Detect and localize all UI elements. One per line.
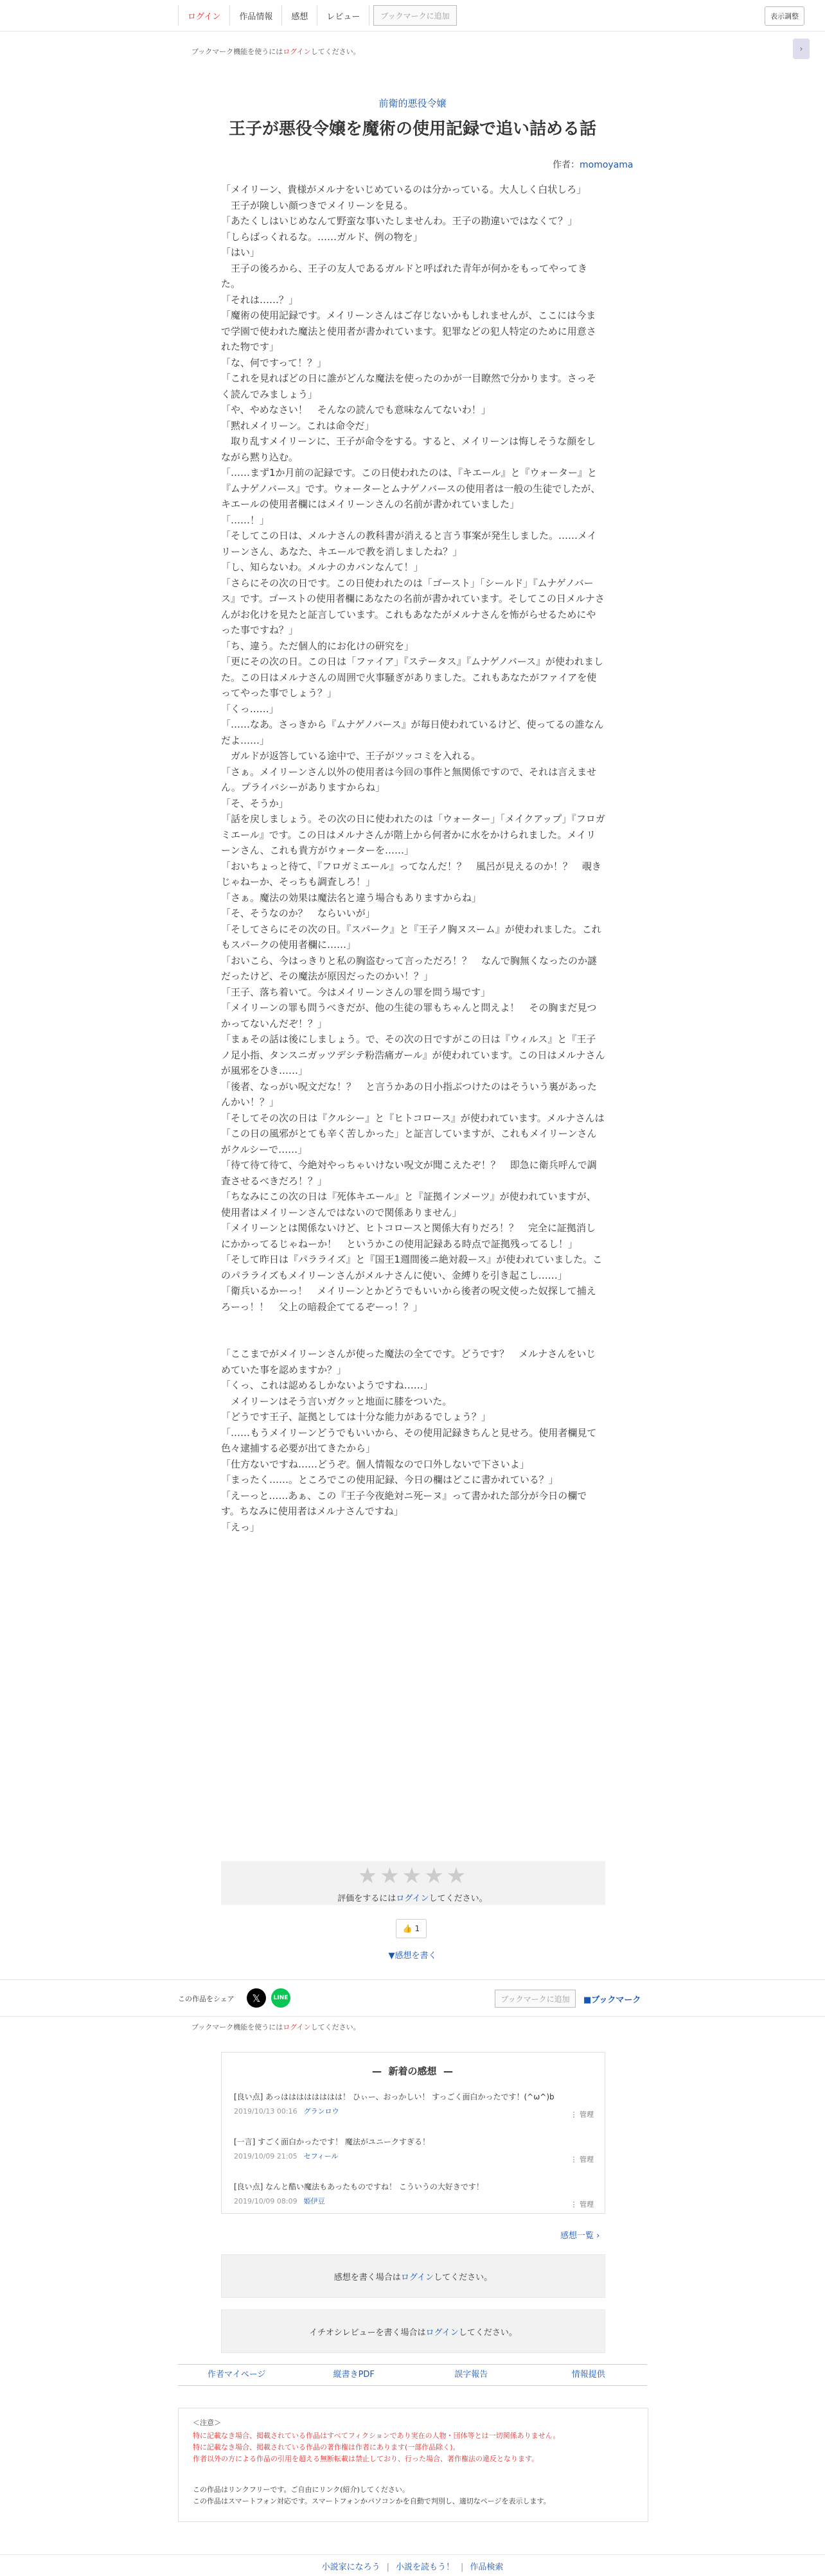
novel-line: 「まぁその話は後にしましょう。で、その次の日ですがこの日は『ウィルス』と『王子ノ足小指、タンスニガッツデシテ粉浩痛ガール』が使われています。この日はメルナさんが風邪をひき……」 <box>221 1033 605 1076</box>
like-button[interactable] <box>396 1919 427 1938</box>
impression-text: [良い点] なんと酷い魔法もあったものですね！ こういうの大好きです！ <box>234 2182 484 2191</box>
bookmark-login-link[interactable]: ログイン <box>283 48 311 56</box>
novel-line: 「ここまでがメイリーンさんが使った魔法の全てです。どうです？ メルナさんをいじめていた事を認めますか？」 <box>221 1348 596 1376</box>
bottom-nav: 小説家になろう | 小説を読もう！ | 作品検索 <box>0 2554 825 2576</box>
novel-line: 「……もうメイリーンどうでもいいから、その使用記録きちんと見せろ。使用者欄見て色々逮捕する必要が出てきたから」 <box>221 1426 597 1454</box>
rating-note-suffix: してください。 <box>429 1894 488 1904</box>
page-title: 王子が悪役令嬢を魔術の使用記録で追い詰める話 <box>228 119 596 139</box>
rating-login-link[interactable]: ログイン <box>396 1894 429 1904</box>
impression-date: 2019/10/13 00:16 <box>234 2107 297 2116</box>
novel-line: 「これを見ればどの日に誰がどんな魔法を使ったのかが一目瞭然で分かります。さっそく読んでみましょう」 <box>221 372 596 400</box>
novel-line: 「そしてその次の日は『クルシー』と『ヒトコロース』が使われています。メルナさんは「この日の風邪がとても辛く苦しかった」と証言していますが、これもメイリーンさんがクルシーで……」 <box>221 1112 605 1155</box>
login-box-suffix: してください。 <box>458 2327 517 2338</box>
novel-line: 「更にその次の日。この日は「ファイア」『ステータス』『ムナゲノバース』が使われました。この日はメルナさんの周囲で火事騒ぎがありました。これもあなたがファイアを使ってやった事でしょう？」 <box>221 656 604 699</box>
login-box-text: イチオシレビューを書く場合は <box>309 2327 426 2338</box>
novel-line: 「後者、なっがい呪文だな！？ と言うかあの日小指ぶつけたのはそういう裏があったんかい！？」 <box>221 1080 597 1108</box>
impression-text: [良い点] あっはははははははは！ ひぃー、おっかしい！ すっごく面白かったです！(^ω^)b <box>234 2092 554 2101</box>
work-search-link[interactable]: 作品検索 <box>470 2563 504 2572</box>
impressions-heading: — 新着の感想 — <box>372 2065 453 2077</box>
novel-line: 「さらにその次の日です。この日使われたのは「ゴースト」「シールド」『ムナゲノバース』です。ゴーストの使用者欄にあなたの名前が書かれています。そしてこの日メルナさんがお化けを見たと証言しています。これもあなたがメルナさんを怖がらせるためにやった事ですね？」 <box>221 577 605 636</box>
novel-line: 「王子、落ち着いて。今はメイリーンさんの罪を問う場です」 <box>221 986 491 998</box>
nav-bookmark-add-button[interactable]: ブックマークに追加 <box>373 5 456 26</box>
novel-line: 「えっ」 <box>221 1521 260 1533</box>
novel-line: 「メイリーンの罪も問うべきだが、他の生徒の罪もちゃんと問えよ！ その胸まだ見つかってないんだぞ！？」 <box>221 1002 597 1030</box>
impression-date: 2019/10/09 21:05 <box>234 2152 297 2160</box>
novel-line: 「メイリーン、貴様がメルナをいじめているのは分かっている。大人しく白状しろ」 <box>221 184 587 195</box>
bookmark-login-link[interactable]: ログイン <box>283 2023 311 2031</box>
novel-line: 「くっ……」 <box>221 703 279 715</box>
impression-manage-link[interactable]: ⋮ 管理 <box>570 2155 594 2164</box>
impressions-heading-text: 新着の感想 <box>388 2065 437 2077</box>
share-label: この作品をシェア <box>178 1995 235 2003</box>
notice-red-line: 特に記載なき場合、掲載されている作品はすべてフィクションであり実在の人物・団体等とは一切関係ありません。 <box>193 2431 560 2440</box>
novel-line: 「そして昨日は『パラライズ』と『国王1週間後ニ絶対殺ース』が使われていました。このパラライズもメイリーンさんがメルナさんに使い、金縛りを引き起こし……」 <box>221 1254 603 1281</box>
impression-text: [一言] すごく面白かったです！ 魔法がユニークすぎる！ <box>234 2137 430 2146</box>
novel-line: 「そ、そうなのか？ ならいいが」 <box>221 907 375 919</box>
share-bar <box>0 1979 825 2017</box>
bookmark-notice-text: ブックマーク機能を使うには <box>191 2023 283 2031</box>
novel-line: 「おいこら、今はっきりと私の胸盗むって言っただろ！？ なんで胸無くなったのか謎だったけど、その魔法が原因だったのかい！？」 <box>221 954 598 982</box>
write-impression-link[interactable]: ▼感想を書く <box>388 1951 437 1961</box>
bookmark-link[interactable]: ■ブックマーク <box>583 1995 641 2005</box>
novel-line: 「……なあ。さっきから『ムナゲノバース』が毎日使われているけど、使ってるの誰なんだよ……」 <box>221 719 604 746</box>
line-share-icon[interactable]: LINE <box>271 1988 290 2008</box>
paragraph-gap <box>221 1315 605 1346</box>
bookmark-login-notice <box>191 46 360 57</box>
novel-line: 「し、知らないわ。メルナのカバンなんて！」 <box>221 561 423 573</box>
novel-line: 「さぁ。メイリーンさん以外の使用者は今回の事件と無関係ですので、それは言えません。プライバシーがありますからね」 <box>221 766 597 793</box>
novel-line: 「ちなみにこの次の日は『死体キエール』と『証拠インメーツ』が使われていますが、使用者はメイリーンさんではないので関係ありません」 <box>221 1191 596 1218</box>
bookmark-login-notice-bottom <box>191 2022 360 2032</box>
novel-line: 「仕方ないですね……どうぞ。個人情報なので口外しないで下さいよ」 <box>221 1458 529 1470</box>
like-count: 1 <box>414 1924 420 1933</box>
novel-line: 「そ、そうか」 <box>221 797 288 809</box>
novel-line: 「話を戻しましょう。その次の日に使われたのは「ウォーター」「メイクアップ」『フロガミエール』です。この日はメルナさんが階上から何者かに水をかけられました。メイリーンさん、これも貴方がウォーターを……」 <box>221 813 605 856</box>
novel-line: 「どうです王子、証拠としては十分な能力があるでしょう？」 <box>221 1411 491 1423</box>
author-mypage-link[interactable]: 作者マイページ <box>208 2370 266 2379</box>
impression-login-link[interactable]: ログイン <box>400 2272 434 2282</box>
login-box-suffix: してください。 <box>434 2272 493 2282</box>
nav-work-info-link[interactable]: 作品情報 <box>230 5 282 26</box>
manage-label: 管理 <box>580 2110 594 2119</box>
impression-date: 2019/10/09 08:09 <box>234 2197 297 2205</box>
novel-line: 「黙れメイリーン。これは命令だ」 <box>221 419 375 432</box>
impressions-list-link[interactable]: 感想一覧 › <box>560 2231 600 2241</box>
nav-login-link[interactable]: ログイン <box>178 5 230 26</box>
impression-item[interactable] <box>234 2136 594 2164</box>
impression-item[interactable] <box>234 2091 594 2119</box>
footer-links <box>178 2364 647 2386</box>
novel-line: 「おいちょっと待て、『フロガミエール』ってなんだ！？ 風呂が見えるのか！？ 覗きじゃねーか、そっちも調査しろ！」 <box>221 860 601 888</box>
novel-line: 「魔術の使用記録です。メイリーンさんはご存じないかもしれませんが、ここには今まで学園で使われた魔法と使用者が書かれています。犯罪などの犯人特定のために用意された物です」 <box>221 310 596 353</box>
impression-author-link[interactable]: セフィール <box>303 2152 339 2160</box>
novel-line: 「えーっと……あぁ、この『王子今夜絶対ニ死ーヌ』って書かれた部分が今日の欄です。ちなみに使用者はメルナさんですね」 <box>221 1489 587 1517</box>
novel-line: 「さぁ。魔法の効果は魔法名と違う場合もありますからね」 <box>221 891 482 904</box>
top-navbar <box>0 0 825 31</box>
impression-author-link[interactable]: 姫伊豆 <box>303 2197 325 2205</box>
novel-line: 王子の後ろから、王子の友人であるガルドと呼ばれた青年が何かをもってやってきた。 <box>221 262 588 290</box>
nav-impressions-link[interactable]: 感想 <box>282 5 317 26</box>
yomou-link[interactable]: 小説を読もう！ <box>395 2563 454 2572</box>
bookmark-notice-suffix: してください。 <box>310 48 360 56</box>
notice-title: ＜注意＞ <box>193 2419 221 2427</box>
author-line <box>553 158 634 171</box>
rating-note-text: 評価をするには <box>337 1894 396 1904</box>
author-name-link[interactable]: momoyama <box>580 160 634 170</box>
nav-review-link[interactable]: レビュー <box>317 5 369 26</box>
author-label: 作者： <box>553 160 580 170</box>
novel-line: 「そしてこの日は、メルナさんの教科書が消えると言う事案が発生しました。……メイリーンさん、あなた、キエールで教を消しましたね？」 <box>221 530 597 557</box>
impression-item[interactable] <box>234 2181 594 2209</box>
novel-line: 「……まず1か月前の記録です。この日使われたのは、『キエール』と『ウォーター』と『ムナゲノバース』です。ウォーターとムナゲノバースの使用者は一般の生徒でしたが、キエールの使用者欄にはメイリーンさんの名前が書かれていました」 <box>221 467 601 510</box>
vertical-pdf-link[interactable]: 縦書きPDF <box>333 2370 375 2379</box>
impression-manage-link[interactable]: ⋮ 管理 <box>570 2110 594 2119</box>
novel-line: 取り乱すメイリーンに、王子が命令をする。すると、メイリーンは悔しそうな顔をしながら黙り込む。 <box>221 435 596 463</box>
manage-label: 管理 <box>580 2155 594 2164</box>
novel-line: 「しらばっくれるな。……ガルド、例の物を」 <box>221 231 423 243</box>
novel-line: 王子が険しい顔つきでメイリーンを見る。 <box>221 199 414 211</box>
novel-line: 「そしてさらにその次の日。『スパーク』と『王子ノ胸ヌスーム』が使われました。これもスパークの使用者欄に……」 <box>221 923 601 951</box>
side-panel-toggle-icon[interactable]: › <box>793 39 810 59</box>
syosetu-home-link[interactable]: 小説家になろう <box>321 2563 380 2572</box>
novel-body <box>221 182 605 1535</box>
top-nav-links <box>178 5 457 26</box>
novel-line: 「まったく……。ところでこの使用記録、今日の欄はどこに書かれている？」 <box>221 1474 558 1485</box>
novel-line: 「待て待て待て、今絶対やっちゃいけない呪文が聞こえたぞ！？ 即急に衛兵呼んで調査させるべきだろ！？」 <box>221 1159 597 1187</box>
notice-red-line: 作者以外の方による作品の引用を超える無断転載は禁止しており、行った場合、著作権法の違反となります。 <box>193 2455 539 2463</box>
novel-line: メイリーンはそう言いガクッと地面に膝をついた。 <box>221 1395 452 1407</box>
review-login-link[interactable]: ログイン <box>425 2327 459 2338</box>
rating-login-notice <box>0 1891 825 1904</box>
notice-line: この作品はスマートフォン対応です。スマートフォンかパソコンかを自動で判別し、適切なページを表示します。 <box>193 2497 551 2505</box>
novel-line: 「衛兵いるかーっ！ メイリーンとかどうでもいいから後者の呪文使った奴探して捕えろーっ！！ 父上の暗殺企ててるぞーっ！？」 <box>221 1285 596 1313</box>
novel-line: 「くっ、これは認めるしかないようですね……」 <box>221 1380 433 1391</box>
impression-author-link[interactable]: グランロウ <box>303 2107 339 2116</box>
impression-meta <box>234 2196 594 2206</box>
novel-line: 「あたくしはいじめなんて野蛮な事いたしませんわ。王子の勘違いではなくて？」 <box>221 215 578 227</box>
series-title-link[interactable]: 前衛的悪役令嬢 <box>378 98 447 109</box>
impression-manage-link[interactable]: ⋮ 管理 <box>570 2200 594 2209</box>
bookmark-notice-text: ブックマーク機能を使うには <box>191 48 283 56</box>
typo-report-link[interactable]: 誤字報告 <box>454 2370 488 2379</box>
impression-meta <box>234 2106 594 2116</box>
novel-line: 「メイリーンとは関係ないけど、ヒトコロースと関係大有りだろ！？ 完全に証拠消しにかかってるじゃねーか！ というかこの使用記録ある時点で証拠残ってるし！」 <box>221 1222 596 1250</box>
novel-line: 「それは……？」 <box>221 294 299 306</box>
thumbs-up-icon: 👍 <box>402 1924 412 1933</box>
novel-line: 「……！」 <box>221 514 270 526</box>
novel-line: 「はい」 <box>221 247 260 258</box>
impression-meta <box>234 2151 594 2161</box>
x-share-icon[interactable]: 𝕏 <box>247 1988 266 2008</box>
display-settings-button[interactable]: 表示調整 <box>765 6 804 26</box>
info-provide-link[interactable]: 情報提供 <box>571 2370 605 2379</box>
bookmark-notice-suffix: してください。 <box>310 2023 360 2031</box>
novel-line: 「ち、違う。ただ個人的にお化けの研究を」 <box>221 640 414 652</box>
manage-label: 管理 <box>580 2200 594 2209</box>
login-box-text: 感想を書く場合は <box>333 2272 401 2282</box>
novel-line: ガルドが返答している途中で、王子がツッコミを入れる。 <box>221 750 481 762</box>
novel-line: 「な、何ですって！？」 <box>221 356 327 369</box>
bookmark-add-button[interactable]: ブックマークに追加 <box>495 1990 576 2008</box>
rating-stars-icon[interactable]: ★★★★★ <box>357 1863 469 1889</box>
notice-red-line: 特に記載なき場合、掲載されている作品の著作権は作者にあります(一部作品除く)。 <box>193 2443 460 2451</box>
novel-line: 「や、やめなさい！ そんなの読んでも意味なんてないわ！」 <box>221 404 491 416</box>
impression-login-box <box>221 2254 605 2298</box>
notice-line: この作品はリンクフリーです。ご自由にリンク(紹介)してください。 <box>193 2485 409 2494</box>
review-login-box <box>221 2309 605 2353</box>
